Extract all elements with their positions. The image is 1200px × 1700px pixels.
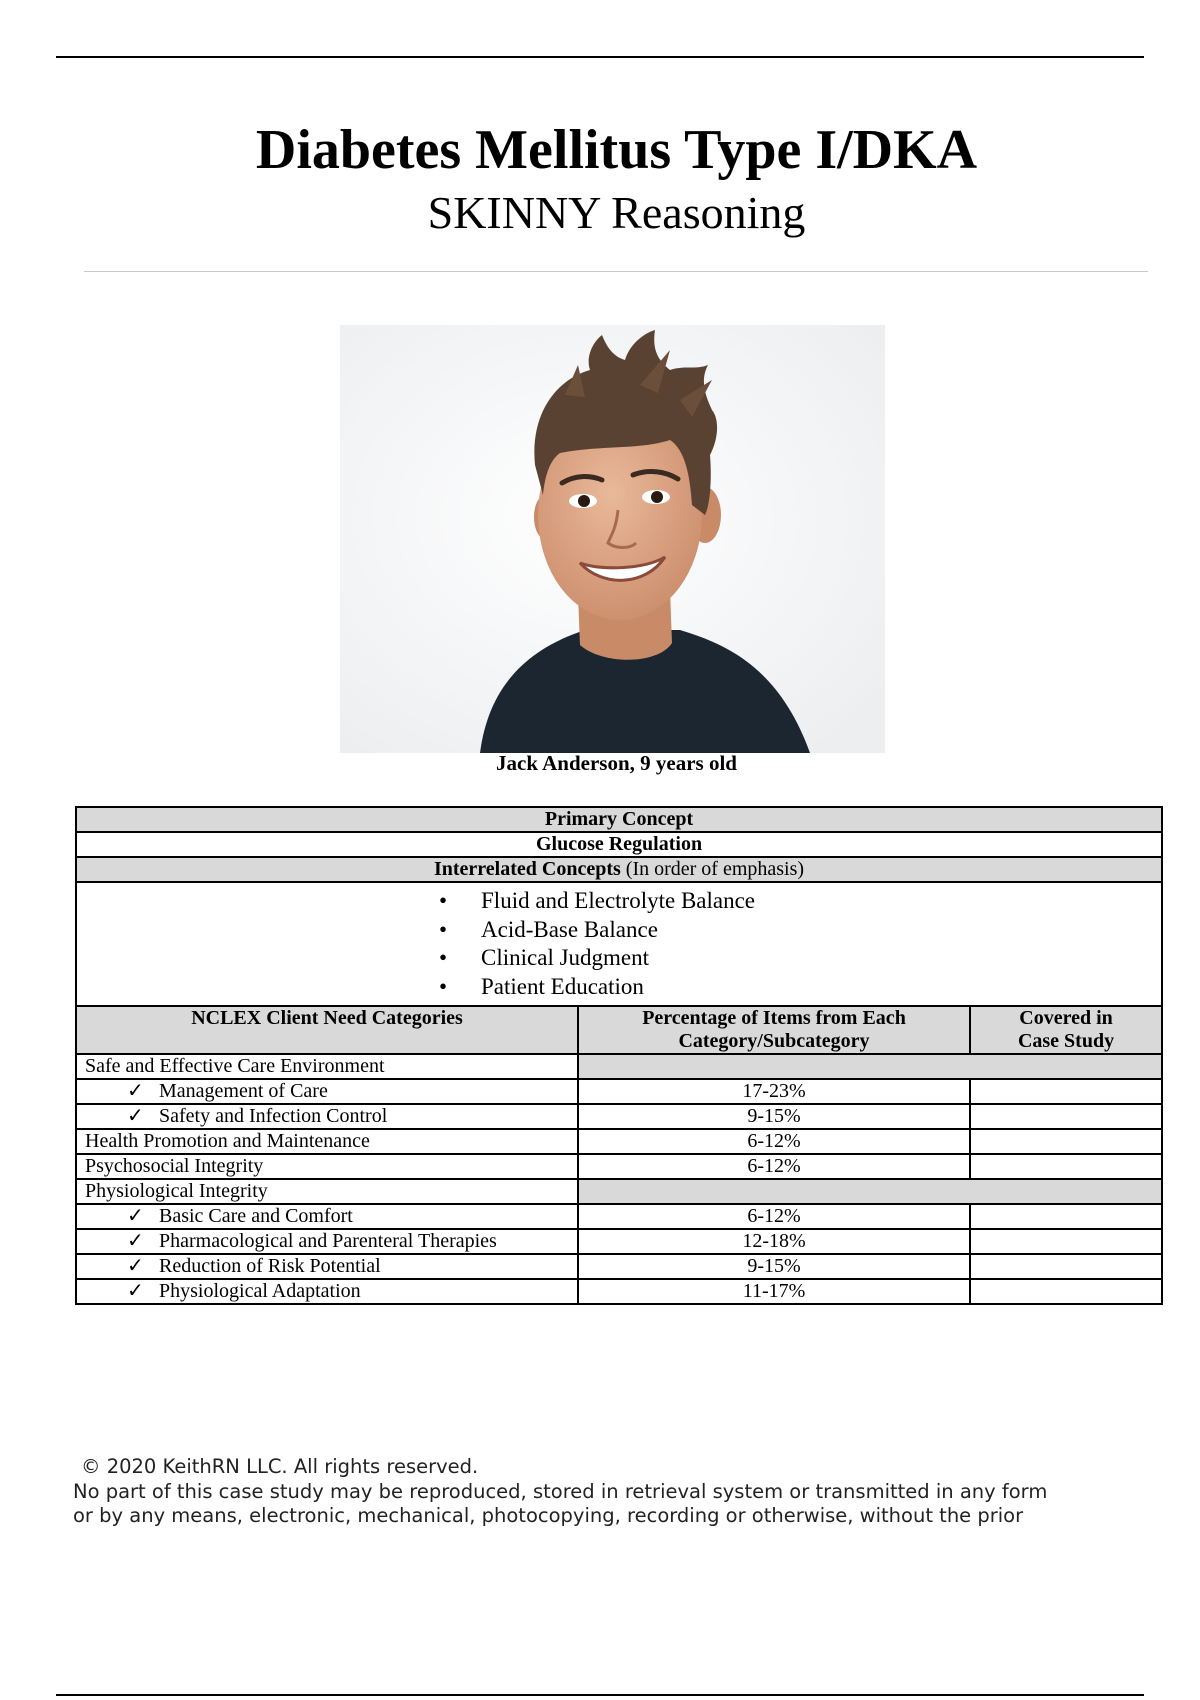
table-row bbox=[76, 1054, 1162, 1079]
table-row bbox=[76, 1129, 1162, 1154]
list-item bbox=[439, 973, 799, 1002]
list-item-label: Fluid and Electrolyte Balance bbox=[481, 888, 756, 913]
check-icon: ✓ bbox=[127, 1080, 144, 1102]
category-cell: Psychosocial Integrity bbox=[76, 1154, 578, 1179]
list-item bbox=[439, 944, 799, 973]
copyright-line: © 2020 KeithRN LLC. All rights reserved. bbox=[81, 1455, 479, 1478]
nclex-percentage-header bbox=[578, 1006, 970, 1054]
check-icon: ✓ bbox=[127, 1205, 144, 1227]
covered-cell bbox=[970, 1129, 1162, 1154]
covered-cell bbox=[970, 1254, 1162, 1279]
document-title: Diabetes Mellitus Type I/DKA bbox=[255, 119, 978, 181]
patient-photo bbox=[340, 325, 885, 753]
table-row bbox=[76, 1104, 1162, 1129]
category-cell: Health Promotion and Maintenance bbox=[76, 1129, 578, 1154]
subcategory-cell bbox=[76, 1079, 578, 1104]
check-icon: ✓ bbox=[127, 1255, 144, 1277]
list-item-label: Clinical Judgment bbox=[481, 945, 650, 970]
subcategory-label: Safety and Infection Control bbox=[159, 1105, 388, 1127]
bullet-icon: • bbox=[439, 888, 448, 913]
percentage-header-line2: Category/Subcategory bbox=[678, 1030, 870, 1052]
subcategory-label: Pharmacological and Parenteral Therapies bbox=[159, 1230, 497, 1252]
bullet-icon: • bbox=[439, 945, 448, 970]
copyright-notice-line2: or by any means, electronic, mechanical, photocopying, recording or otherwise, without the prior bbox=[73, 1504, 1024, 1527]
covered-cell bbox=[970, 1104, 1162, 1129]
check-icon: ✓ bbox=[127, 1230, 144, 1252]
percentage-cell: 9-15% bbox=[578, 1254, 970, 1279]
subcategory-cell bbox=[76, 1204, 578, 1229]
photo-caption: Jack Anderson, 9 years old bbox=[496, 751, 737, 775]
list-item-label: Patient Education bbox=[481, 973, 644, 999]
table-row bbox=[76, 1254, 1162, 1279]
nclex-header-row bbox=[76, 1006, 1162, 1054]
covered-cell bbox=[970, 1204, 1162, 1229]
subcategory-cell bbox=[76, 1229, 578, 1254]
percentage-cell: 6-12% bbox=[578, 1154, 970, 1179]
category-group-shading bbox=[578, 1179, 1162, 1204]
covered-header-line2: Case Study bbox=[1017, 1030, 1115, 1052]
interrelated-concepts-heading bbox=[76, 857, 1162, 882]
percentage-cell: 17-23% bbox=[578, 1079, 970, 1104]
nclex-category-header: NCLEX Client Need Categories bbox=[76, 1006, 578, 1054]
bullet-icon: • bbox=[439, 916, 448, 942]
table-row bbox=[76, 1229, 1162, 1254]
covered-header-line1: Covered in bbox=[1019, 1007, 1113, 1029]
list-item bbox=[439, 916, 799, 945]
concept-table bbox=[75, 806, 1163, 1305]
table-row bbox=[76, 1179, 1162, 1204]
interrelated-concepts-list bbox=[439, 883, 799, 1005]
table-row bbox=[76, 1154, 1162, 1179]
primary-concept-value: Glucose Regulation bbox=[76, 832, 1162, 857]
percentage-cell: 12-18% bbox=[578, 1229, 970, 1254]
percentage-cell: 6-12% bbox=[578, 1129, 970, 1154]
copyright-footer bbox=[73, 1455, 1133, 1529]
covered-cell bbox=[970, 1229, 1162, 1254]
percentage-cell: 11-17% bbox=[578, 1279, 970, 1304]
category-group-shading bbox=[578, 1054, 1162, 1079]
subcategory-label: Basic Care and Comfort bbox=[159, 1205, 353, 1227]
nclex-covered-header bbox=[970, 1006, 1162, 1054]
subcategory-cell bbox=[76, 1104, 578, 1129]
category-cell: Physiological Integrity bbox=[76, 1179, 578, 1204]
list-item bbox=[439, 887, 799, 916]
subcategory-cell bbox=[76, 1279, 578, 1304]
interrelated-concepts-list-cell bbox=[76, 882, 1162, 1006]
top-rule bbox=[56, 56, 1144, 58]
copyright-notice-line1: No part of this case study may be reproduced, stored in retrieval system or transmitted in any form bbox=[73, 1479, 1048, 1503]
subcategory-label: Physiological Adaptation bbox=[159, 1280, 361, 1302]
covered-cell bbox=[970, 1279, 1162, 1304]
interrelated-heading-note: (In order of emphasis) bbox=[625, 858, 805, 880]
list-item-label: Acid-Base Balance bbox=[481, 916, 658, 942]
table-row bbox=[76, 1079, 1162, 1104]
check-icon: ✓ bbox=[127, 1105, 144, 1127]
percentage-cell: 9-15% bbox=[578, 1104, 970, 1129]
table-row bbox=[76, 1279, 1162, 1304]
covered-cell bbox=[970, 1079, 1162, 1104]
interrelated-heading-text: Interrelated Concepts bbox=[433, 858, 621, 880]
percentage-header-line1: Percentage of Items from Each bbox=[642, 1007, 906, 1029]
covered-cell bbox=[970, 1154, 1162, 1179]
bullet-icon: • bbox=[439, 973, 448, 999]
subcategory-label: Reduction of Risk Potential bbox=[159, 1255, 381, 1277]
check-icon: ✓ bbox=[127, 1280, 144, 1302]
bottom-rule bbox=[56, 1694, 1144, 1696]
subcategory-label: Management of Care bbox=[159, 1080, 328, 1102]
document-subtitle: SKINNY Reasoning bbox=[427, 187, 806, 238]
table-row bbox=[76, 1204, 1162, 1229]
percentage-cell: 6-12% bbox=[578, 1204, 970, 1229]
primary-concept-heading: Primary Concept bbox=[76, 807, 1162, 832]
subcategory-cell bbox=[76, 1254, 578, 1279]
category-cell: Safe and Effective Care Environment bbox=[76, 1054, 578, 1079]
title-divider bbox=[84, 271, 1148, 272]
